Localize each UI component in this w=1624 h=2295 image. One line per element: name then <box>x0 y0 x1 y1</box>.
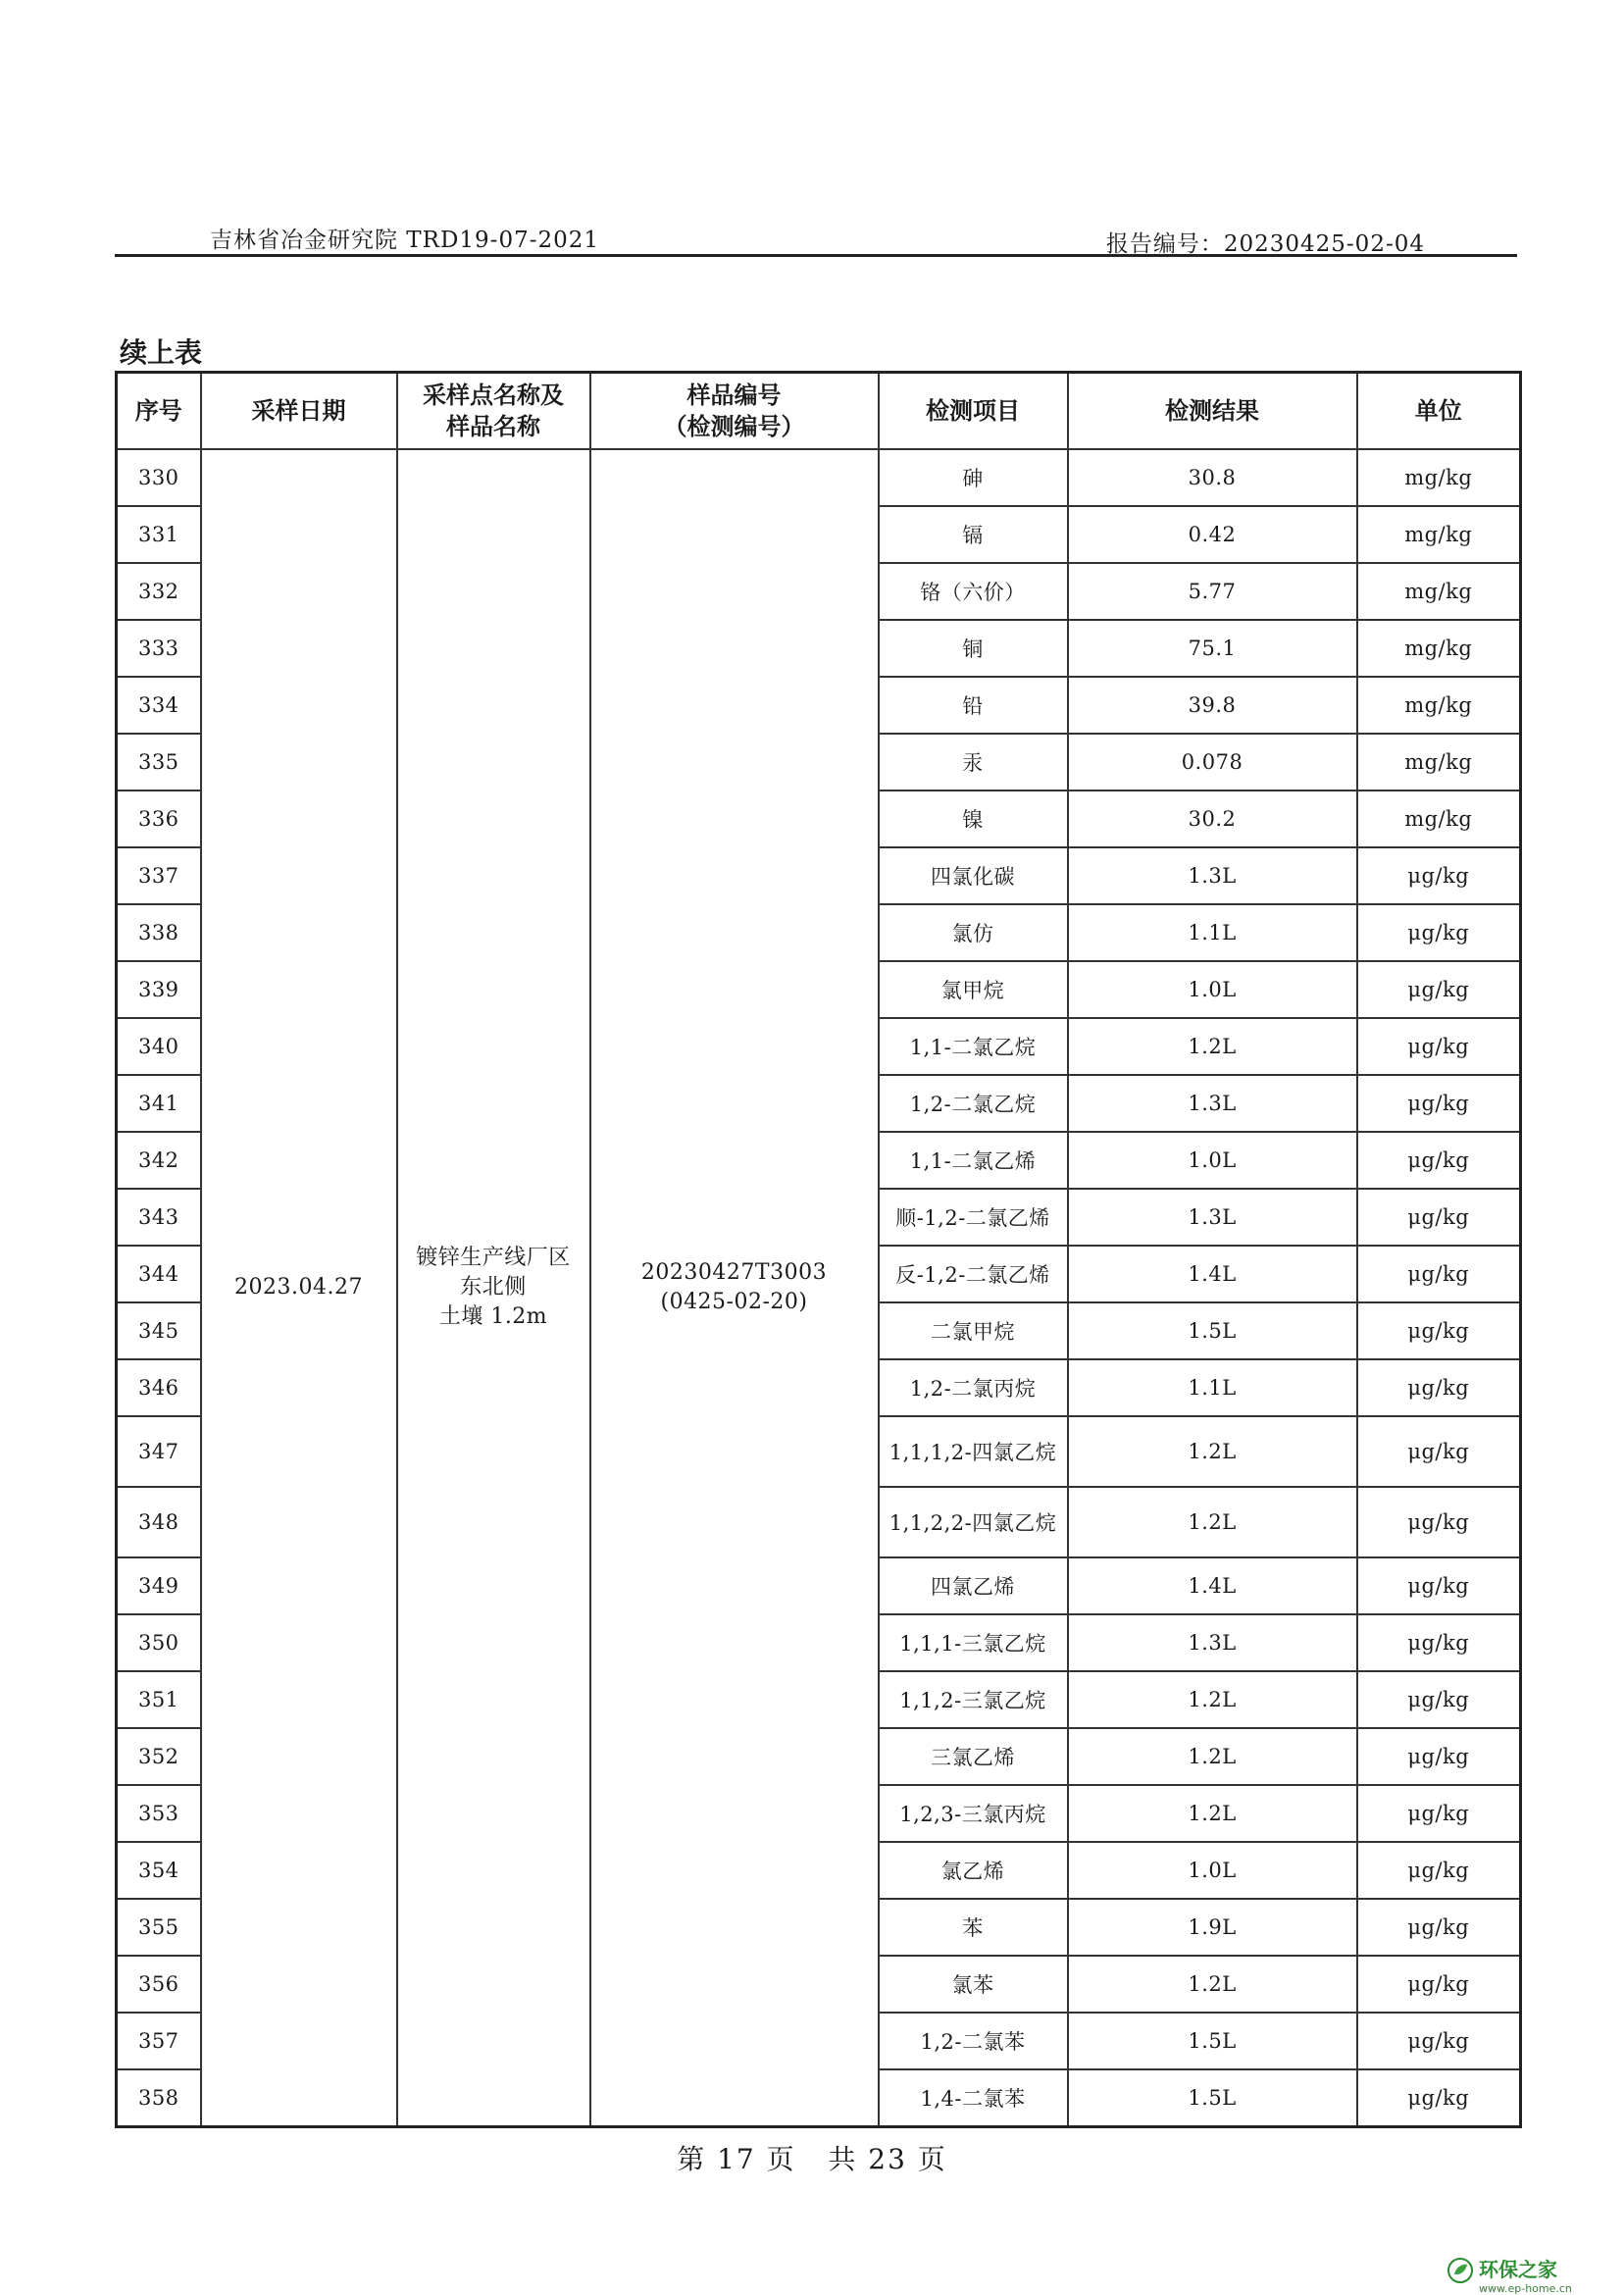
row-number: 335 <box>117 734 201 790</box>
test-result: 1.2L <box>1068 1728 1357 1785</box>
watermark-url: www.ep-home.cn <box>1479 2282 1572 2295</box>
test-result: 1.2L <box>1068 1956 1357 2013</box>
test-result: 30.8 <box>1068 449 1357 506</box>
test-item: 1,2,3-三氯丙烷 <box>879 1785 1068 1842</box>
test-item: 二氯甲烷 <box>879 1302 1068 1359</box>
test-result: 1.1L <box>1068 904 1357 961</box>
sample-id: 20230427T3003 (0425-02-20) <box>590 449 879 2126</box>
test-item: 1,1,2-三氯乙烷 <box>879 1671 1068 1728</box>
row-number: 346 <box>117 1359 201 1416</box>
row-number: 338 <box>117 904 201 961</box>
unit: μg/kg <box>1357 2069 1521 2126</box>
test-result: 1.4L <box>1068 1557 1357 1614</box>
test-item: 1,1,1,2-四氯乙烷 <box>879 1416 1068 1487</box>
test-result: 5.77 <box>1068 563 1357 620</box>
test-item: 1,1-二氯乙烷 <box>879 1018 1068 1075</box>
watermark-name: 环保之家 <box>1479 2258 1557 2281</box>
test-item: 1,4-二氯苯 <box>879 2069 1068 2126</box>
test-result: 1.0L <box>1068 1842 1357 1899</box>
test-item: 砷 <box>879 449 1068 506</box>
test-result: 1.2L <box>1068 1785 1357 1842</box>
test-item: 氯甲烷 <box>879 961 1068 1018</box>
unit: μg/kg <box>1357 904 1521 961</box>
unit: μg/kg <box>1357 1614 1521 1671</box>
test-result: 1.2L <box>1068 1487 1357 1557</box>
results-table <box>115 371 1522 2128</box>
row-number: 337 <box>117 847 201 904</box>
row-number: 332 <box>117 563 201 620</box>
column-header-date: 采样日期 <box>201 373 397 450</box>
row-number: 347 <box>117 1416 201 1487</box>
test-result: 1.0L <box>1068 1132 1357 1189</box>
test-result: 0.42 <box>1068 506 1357 563</box>
unit: μg/kg <box>1357 2013 1521 2069</box>
test-item: 反-1,2-二氯乙烯 <box>879 1246 1068 1302</box>
row-number: 353 <box>117 1785 201 1842</box>
row-number: 358 <box>117 2069 201 2126</box>
test-item: 铜 <box>879 620 1068 677</box>
test-result: 1.4L <box>1068 1246 1357 1302</box>
row-number: 355 <box>117 1899 201 1956</box>
unit: μg/kg <box>1357 961 1521 1018</box>
sample-location: 镀锌生产线厂区 东北侧 土壤 1.2m <box>397 449 590 2126</box>
row-number: 336 <box>117 790 201 847</box>
unit: mg/kg <box>1357 449 1521 506</box>
unit: μg/kg <box>1357 1246 1521 1302</box>
test-result: 1.3L <box>1068 1614 1357 1671</box>
test-result: 1.2L <box>1068 1416 1357 1487</box>
table-header-row <box>117 373 1521 450</box>
test-item: 氯乙烯 <box>879 1842 1068 1899</box>
row-number: 357 <box>117 2013 201 2069</box>
test-result: 1.5L <box>1068 1302 1357 1359</box>
test-item: 氯苯 <box>879 1956 1068 2013</box>
unit: mg/kg <box>1357 734 1521 790</box>
test-item: 1,1-二氯乙烯 <box>879 1132 1068 1189</box>
unit: mg/kg <box>1357 790 1521 847</box>
unit: μg/kg <box>1357 1018 1521 1075</box>
row-number: 339 <box>117 961 201 1018</box>
unit: μg/kg <box>1357 1557 1521 1614</box>
test-result: 1.2L <box>1068 1018 1357 1075</box>
row-number: 333 <box>117 620 201 677</box>
test-result: 1.1L <box>1068 1359 1357 1416</box>
test-result: 0.078 <box>1068 734 1357 790</box>
row-number: 345 <box>117 1302 201 1359</box>
unit: mg/kg <box>1357 677 1521 734</box>
test-item: 四氯乙烯 <box>879 1557 1068 1614</box>
row-number: 352 <box>117 1728 201 1785</box>
unit: μg/kg <box>1357 1359 1521 1416</box>
column-header-location: 采样点名称及 样品名称 <box>397 373 590 450</box>
row-number: 344 <box>117 1246 201 1302</box>
row-number: 348 <box>117 1487 201 1557</box>
test-item: 顺-1,2-二氯乙烯 <box>879 1189 1068 1246</box>
unit: μg/kg <box>1357 1671 1521 1728</box>
leaf-logo-icon <box>1447 2258 1473 2283</box>
test-item: 三氯乙烯 <box>879 1728 1068 1785</box>
unit: μg/kg <box>1357 1899 1521 1956</box>
test-result: 1.5L <box>1068 2069 1357 2126</box>
test-item: 铅 <box>879 677 1068 734</box>
unit: μg/kg <box>1357 1785 1521 1842</box>
column-header-no: 序号 <box>117 373 201 450</box>
unit: mg/kg <box>1357 506 1521 563</box>
unit: μg/kg <box>1357 1075 1521 1132</box>
test-result: 1.3L <box>1068 1075 1357 1132</box>
column-header-sample-id: 样品编号 （检测编号） <box>590 373 879 450</box>
test-result: 1.3L <box>1068 1189 1357 1246</box>
page-number: 第 17 页 共 23 页 <box>677 2143 947 2175</box>
unit: μg/kg <box>1357 1842 1521 1899</box>
test-item: 1,1,2,2-四氯乙烷 <box>879 1487 1068 1557</box>
test-item: 1,2-二氯丙烷 <box>879 1359 1068 1416</box>
header-divider <box>115 254 1517 257</box>
test-item: 汞 <box>879 734 1068 790</box>
row-number: 340 <box>117 1018 201 1075</box>
column-header-result: 检测结果 <box>1068 373 1357 450</box>
column-header-item: 检测项目 <box>879 373 1068 450</box>
row-number: 330 <box>117 449 201 506</box>
row-number: 356 <box>117 1956 201 2013</box>
test-result: 39.8 <box>1068 677 1357 734</box>
test-item: 1,2-二氯乙烷 <box>879 1075 1068 1132</box>
unit: μg/kg <box>1357 1302 1521 1359</box>
row-number: 354 <box>117 1842 201 1899</box>
row-number: 334 <box>117 677 201 734</box>
test-result: 1.0L <box>1068 961 1357 1018</box>
header-organization: 吉林省冶金研究院 TRD19-07-2021 <box>210 228 600 253</box>
row-number: 331 <box>117 506 201 563</box>
test-result: 30.2 <box>1068 790 1357 847</box>
test-item: 1,2-二氯苯 <box>879 2013 1068 2069</box>
test-item: 苯 <box>879 1899 1068 1956</box>
unit: μg/kg <box>1357 1728 1521 1785</box>
test-result: 75.1 <box>1068 620 1357 677</box>
row-number: 343 <box>117 1189 201 1246</box>
column-header-unit: 单位 <box>1357 373 1521 450</box>
sampling-date: 2023.04.27 <box>201 449 397 2126</box>
unit: μg/kg <box>1357 1189 1521 1246</box>
row-number: 350 <box>117 1614 201 1671</box>
row-number: 349 <box>117 1557 201 1614</box>
unit: μg/kg <box>1357 1132 1521 1189</box>
test-result: 1.5L <box>1068 2013 1357 2069</box>
row-number: 351 <box>117 1671 201 1728</box>
test-result: 1.9L <box>1068 1899 1357 1956</box>
test-item: 氯仿 <box>879 904 1068 961</box>
test-item: 1,1,1-三氯乙烷 <box>879 1614 1068 1671</box>
row-number: 342 <box>117 1132 201 1189</box>
row-number: 341 <box>117 1075 201 1132</box>
watermark <box>1479 2254 1572 2295</box>
test-item: 四氯化碳 <box>879 847 1068 904</box>
unit: mg/kg <box>1357 563 1521 620</box>
unit: mg/kg <box>1357 620 1521 677</box>
test-result: 1.3L <box>1068 847 1357 904</box>
unit: μg/kg <box>1357 1416 1521 1487</box>
unit: μg/kg <box>1357 1487 1521 1557</box>
test-item: 铬（六价） <box>879 563 1068 620</box>
test-item: 镉 <box>879 506 1068 563</box>
header-report-number: 报告编号：20230425-02-04 <box>1105 231 1425 257</box>
test-result: 1.2L <box>1068 1671 1357 1728</box>
test-item: 镍 <box>879 790 1068 847</box>
table-row <box>117 449 1521 506</box>
unit: μg/kg <box>1357 847 1521 904</box>
unit: μg/kg <box>1357 1956 1521 2013</box>
continued-table-label: 续上表 <box>120 336 203 369</box>
